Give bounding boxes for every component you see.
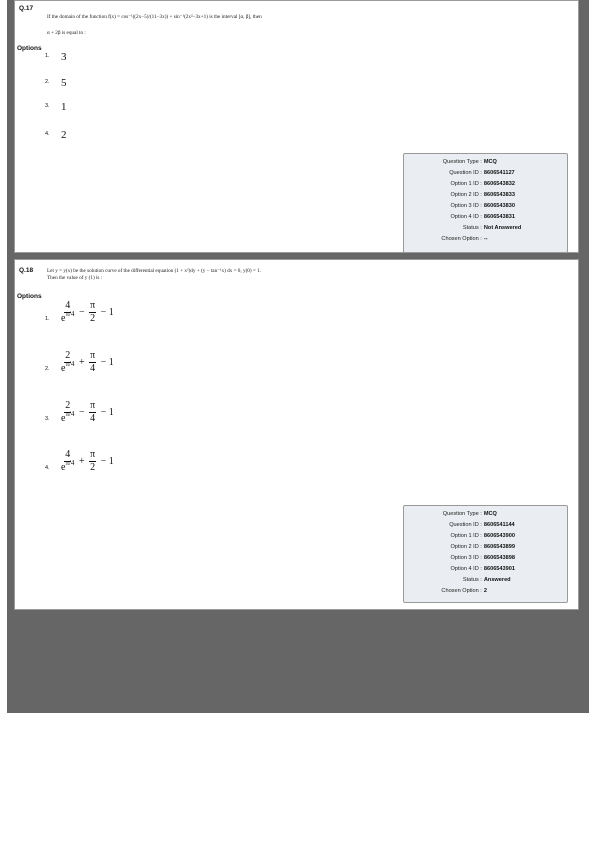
options-label: Options [17,45,42,52]
info-row: Chosen Option : 2 [441,588,487,594]
option-math: $\frac{4}{e^{\pi/4}}$ + $\frac{\pi}{2}$ − 1 [61,449,114,473]
options-label: Options [17,293,42,300]
option-number: 2. [45,366,50,372]
info-row: Status : Answered [462,577,511,583]
info-row: Option 1 ID : 8606543832 [450,181,515,187]
info-row: Option 1 ID : 8606543900 [450,533,515,539]
question-panel-17 [14,0,579,253]
option-value: 2 [61,129,67,141]
info-row: Option 4 ID : 8606543831 [450,214,515,220]
question-text-line1: If the domain of the function f(x) = cos⁻¹((2x−5)/(11−3x)) + sin⁻¹(2x²−3x+1) is the interval [α, β], then [47,14,262,20]
question-text-line1: Let y = y(x) be the solution curve of the differential equation (1 + x²)dy + (y − tan⁻¹x) dx = 0, y(0) = 1. [47,268,262,274]
question-text-line2: α + 2β is equal to : [47,30,86,36]
question-number: Q.17 [19,5,34,12]
option-value: 5 [61,77,67,89]
option-number: 4. [45,131,50,137]
option-math: $\frac{2}{e^{\pi/4}}$ + $\frac{\pi}{4}$ − 1 [61,350,114,374]
info-row: Option 2 ID : 8606543833 [450,192,515,198]
question-text-line2: Then the value of y (1) is : [47,275,103,281]
info-row: Question ID : 8606541127 [449,170,515,176]
option-number: 3. [45,416,50,422]
option-number: 1. [45,316,50,322]
option-number: 4. [45,465,50,471]
option-math: $\frac{4}{e^{\pi/4}}$ − $\frac{\pi}{2}$ − 1 [61,300,114,324]
info-row: Chosen Option : -- [441,236,488,242]
question-number: Q.18 [19,267,34,274]
option-math: $\frac{2}{e^{\pi/4}}$ − $\frac{\pi}{4}$ − 1 [61,400,114,424]
info-row: Option 4 ID : 8606543901 [450,566,515,572]
question-info-box [403,153,568,253]
info-row: Question ID : 8606541144 [449,522,515,528]
info-row: Option 3 ID : 8606543898 [450,555,515,561]
option-number: 3. [45,103,50,109]
option-value: 1 [61,101,67,113]
info-row: Question Type : MCQ [442,159,497,165]
question-info-box [403,505,568,603]
option-number: 1. [45,53,50,59]
info-row: Option 2 ID : 8606543899 [450,544,515,550]
option-value: 3 [61,51,67,63]
info-row: Question Type : MCQ [442,511,497,517]
option-number: 2. [45,79,50,85]
info-row: Status : Not Answered [462,225,522,231]
info-row: Option 3 ID : 8606543830 [450,203,515,209]
question-panel-18 [14,259,579,610]
